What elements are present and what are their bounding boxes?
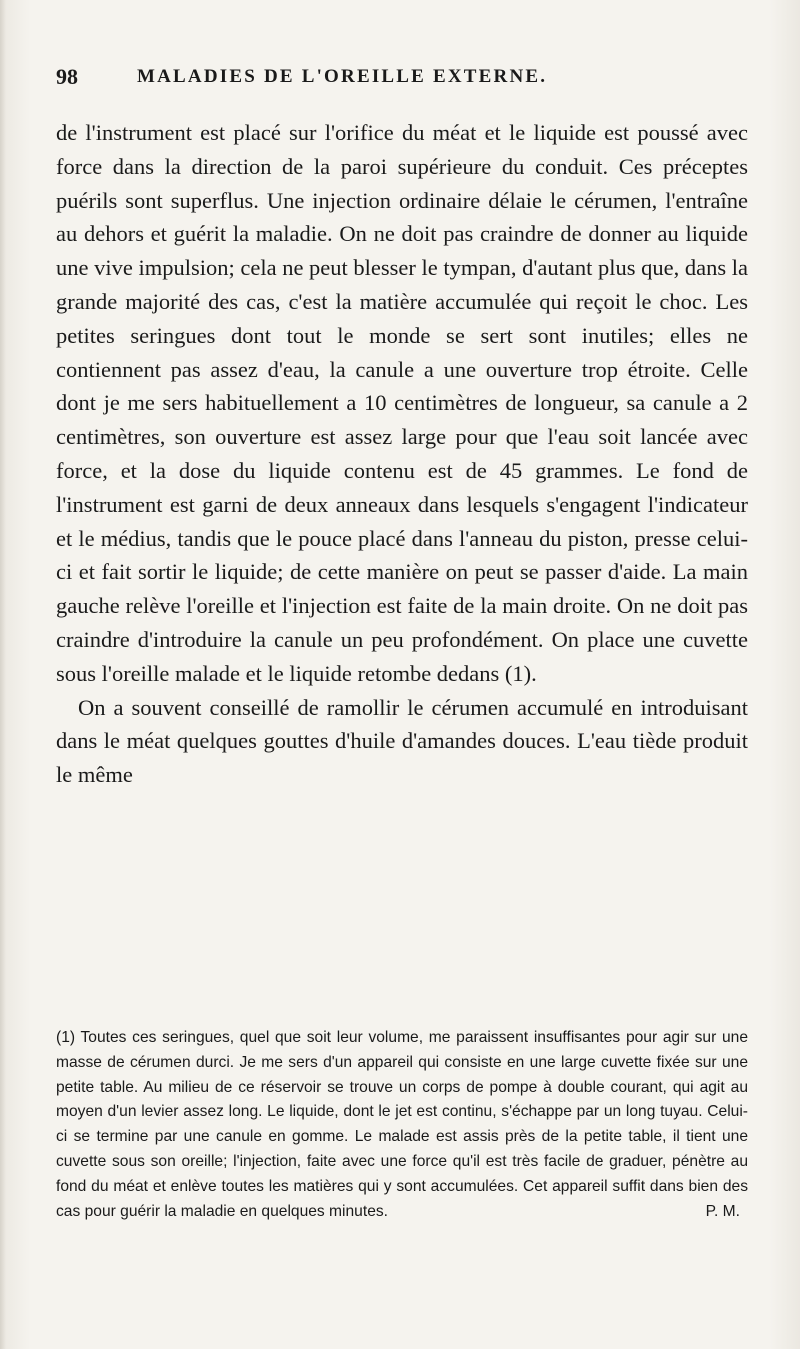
footnote-text [56,1026,748,1224]
page-number: 98 [56,64,78,89]
page-spine-shadow [0,0,6,1349]
main-text [56,116,748,792]
footnote-body: (1) Toutes ces seringues, quel que soit leur volume, me paraissent insuffisantes pour agir sur une masse de cérumen durci. Je me sers d'un appareil qui consiste en une large cuvette fixée sur une petite table. Au milieu de ce réservoir se trouve un corps de pompe à double courant, qui agit au moyen d'un levier assez long. Le liquide, dont le jet est continu, s'échappe par un long tuyau. Celui-ci se termine par une canule en gomme. Le malade est assis près de la petite table, il tient une cuvette sous son oreille; l'injection, faite avec une force qu'il est très facile de graduer, pénètre au fond du méat et enlève toutes les matières qui y sont accumulées. Cet appareil suffit dans bien des cas pour guérir la maladie en quelques minutes. [56,1029,748,1220]
running-title: MALADIES DE L'OREILLE EXTERNE. [137,66,548,87]
footnote-signature: P. M. [705,1202,740,1220]
footnote [56,1026,748,1224]
paragraph: On a souvent conseillé de ramollir le cérumen accumulé en introduisant dans le méat quelques gouttes d'huile d'amandes douces. L'eau tiède produit le même [56,694,748,788]
page-header [56,64,746,98]
paragraph: de l'instrument est placé sur l'orifice du méat et le liquide est poussé avec force dans la direction de la paroi supérieure du conduit. Ces préceptes puérils sont superflus. Une injection ordinaire délaie le cérumen, l'entraîne au dehors et guérit la maladie. On ne doit pas craindre de donner au liquide une vive impulsion; cela ne peut blesser le tympan, d'autant plus que, dans la grande majorité des cas, c'est la matière accumulée qui reçoit le choc. Les petites seringues dont tout le monde se sert sont inutiles; elles ne contiennent pas assez d'eau, la canule a une ouverture trop étroite. Celle dont je me sers habituellement a 10 centimètres de longueur, sa canule a 2 centimètres, son ouverture est assez large pour que l'eau soit lancée avec force, et la dose du liquide contenu est de 45 grammes. Le fond de l'instrument est garni de deux anneaux dans lesquels s'engagent l'indicateur et le médius, tandis que le pouce placé dans l'anneau du piston, presse celui-ci et fait sortir le liquide; de cette manière on peut se passer d'aide. La main gauche relève l'oreille et l'injection est faite de la main droite. On ne doit pas craindre d'introduire la canule un peu profondément. On place une cuvette sous l'oreille malade et le liquide retombe dedans (1). [56,120,749,686]
